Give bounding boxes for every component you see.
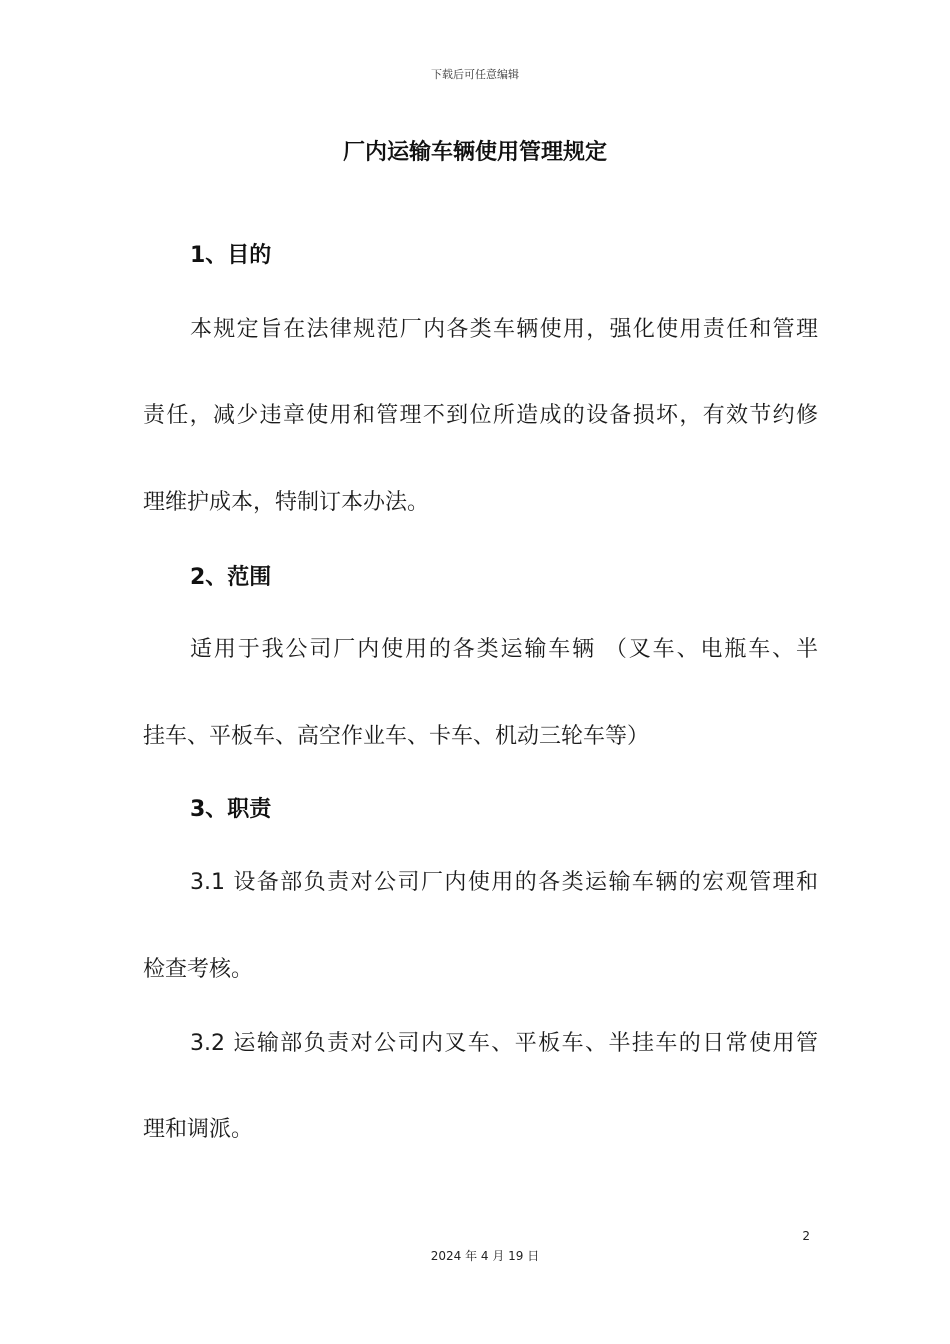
section-heading-scope: 2、范围 — [190, 565, 272, 590]
paragraph-line: 挂车、平板车、高空作业车、卡车、机动三轮车等） — [143, 724, 650, 749]
section-heading-purpose: 1、目的 — [190, 243, 272, 268]
page-number: 2 — [802, 1229, 810, 1243]
paragraph-line: 适用于我公司厂内使用的各类运输车辆 （叉车、电瓶车、半 — [190, 637, 818, 662]
paragraph-line: 责任，减少违章使用和管理不到位所造成的设备损坏，有效节约修 — [143, 403, 818, 428]
paragraph-line: 3.2 运输部负责对公司内叉车、平板车、半挂车的日常使用管 — [190, 1031, 818, 1056]
paragraph-line: 检查考核。 — [143, 957, 254, 982]
paragraph-line: 理和调派。 — [143, 1117, 254, 1142]
paragraph-line: 理维护成本，特制订本办法。 — [143, 490, 430, 515]
section-heading-responsibilities: 3、职责 — [190, 797, 272, 822]
footer-date: 2024 年 4 月 19 日 — [430, 1249, 540, 1263]
paragraph-line: 3.1 设备部负责对公司厂内使用的各类运输车辆的宏观管理和 — [190, 870, 818, 895]
header-note: 下载后可任意编辑 — [431, 68, 519, 81]
document-title: 厂内运输车辆使用管理规定 — [342, 140, 607, 165]
paragraph-line: 本规定旨在法律规范厂内各类车辆使用，强化使用责任和管理 — [190, 317, 818, 342]
